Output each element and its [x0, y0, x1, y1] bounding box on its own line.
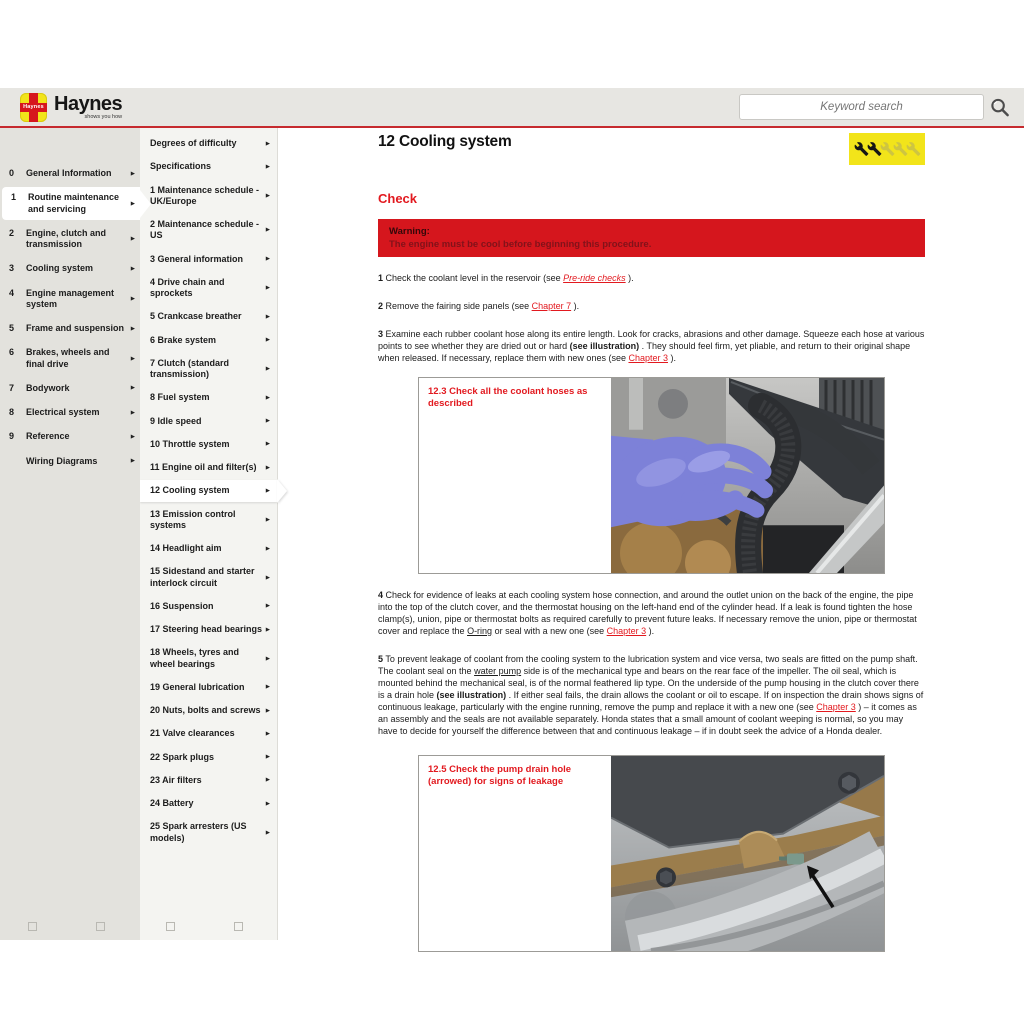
- badge-band: [20, 103, 47, 112]
- submenu-section-item[interactable]: [140, 723, 277, 744]
- sidebar-footer-icons: [0, 922, 140, 934]
- chapter-label: Engine, clutch and transmission: [26, 227, 107, 249]
- sidebar-chapter-item[interactable]: [0, 163, 140, 184]
- sidebar-chapter-item[interactable]: [0, 258, 140, 279]
- chevron-right-icon: ▶: [130, 170, 135, 177]
- submenu-section-item[interactable]: [140, 480, 277, 501]
- chapter-label: Frame and suspension: [26, 323, 125, 333]
- figure-12-3: [418, 377, 885, 574]
- section-label: 5 Crankcase breather: [150, 311, 242, 322]
- placeholder-icon: [28, 922, 37, 931]
- section-label: 1 Maintenance schedule - UK/Europe: [150, 184, 260, 206]
- chapter-label: Wiring Diagrams: [26, 455, 98, 466]
- chevron-right-icon: ▶: [265, 140, 270, 147]
- sidebar-chapter-item[interactable]: [0, 451, 140, 472]
- section-label: 25 Spark arresters (US models): [150, 821, 247, 843]
- chevron-right-icon: ▶: [265, 285, 270, 291]
- submenu-section-item[interactable]: [140, 214, 277, 247]
- section-label: 7 Clutch (standard transmission): [150, 357, 230, 379]
- chapter-sidebar: [0, 128, 140, 940]
- app-header: [0, 88, 1024, 126]
- chevron-right-icon: ▶: [265, 754, 270, 761]
- chapter-label: Reference: [26, 431, 70, 442]
- submenu-section-item[interactable]: [140, 272, 277, 305]
- submenu-section-item[interactable]: [140, 306, 277, 327]
- procedure-steps-4-5: [378, 590, 925, 738]
- chapter-label: Routine maintenance and servicing: [28, 192, 120, 214]
- sidebar-chapter-item[interactable]: [2, 187, 140, 220]
- chapter-label: Electrical system: [26, 407, 100, 417]
- submenu-section-item[interactable]: [140, 504, 277, 537]
- chevron-right-icon: ▶: [265, 800, 270, 807]
- chevron-right-icon: ▶: [265, 516, 270, 523]
- sidebar-chapter-item[interactable]: [0, 223, 140, 256]
- content-area: [378, 128, 925, 968]
- section-label: 4 Drive chain and sprockets: [150, 276, 225, 298]
- sidebar-chapter-item[interactable]: [0, 342, 140, 375]
- coolant-hose-check-photo: [611, 378, 884, 573]
- emphasis-text: 3: [378, 328, 384, 339]
- submenu-section-item[interactable]: [140, 353, 277, 386]
- chapter-number: 6: [9, 347, 15, 358]
- procedure-step: 3 Examine each rubber coolant hose along its entire length. Look for cracks, abrasions and other damage. Squeeze each hose at various points to see whether they are dried out or hard (see illustration) . They should feel firm, yet pliable, and return to their original shape when released. If necessary, replace them with new ones (see Chapter 3 ).: [378, 328, 925, 363]
- chevron-right-icon: ▶: [265, 487, 270, 494]
- difficulty-badge: [849, 133, 925, 165]
- chevron-right-icon: ▶: [265, 256, 270, 263]
- logo-wordmark: [54, 94, 122, 121]
- chevron-right-icon: ▶: [265, 545, 270, 552]
- sidebar-chapter-item[interactable]: [0, 378, 140, 399]
- submenu-section-item[interactable]: [140, 180, 277, 213]
- haynes-badge-icon: [20, 93, 47, 122]
- submenu-section-item[interactable]: [140, 457, 277, 478]
- chapter-number: 0: [9, 168, 15, 178]
- chevron-right-icon: ▶: [265, 684, 270, 691]
- section-label: 24 Battery: [150, 798, 194, 808]
- sidebar-chapter-item[interactable]: [0, 426, 140, 447]
- placeholder-icon: [166, 922, 175, 931]
- chapter-number: 8: [9, 407, 15, 417]
- chevron-right-icon: ▶: [265, 655, 270, 662]
- chevron-right-icon: ▶: [265, 730, 270, 737]
- figure-12-5-caption: 12.5 Check the pump drain hole (arrowed) for signs of leakage: [428, 763, 572, 787]
- section-label: 13 Emission control systems: [150, 508, 236, 530]
- chevron-right-icon: ▶: [265, 227, 270, 234]
- section-label: 23 Air filters: [150, 774, 202, 785]
- warning-text: The engine must be cool before beginning this procedure.: [389, 239, 652, 250]
- pump-drain-hole-photo: [611, 756, 884, 951]
- pre-ride-checks-link[interactable]: Pre-ride checks: [563, 273, 626, 283]
- chapter-link[interactable]: Chapter 7: [531, 300, 572, 311]
- chapter-number: 1: [11, 192, 17, 203]
- chevron-right-icon: ▶: [130, 200, 135, 207]
- chapter-link[interactable]: Chapter 3: [606, 625, 647, 636]
- sidebar-chapter-item[interactable]: [0, 318, 140, 339]
- emphasis-text: (see illustration): [436, 689, 507, 700]
- submenu-section-item[interactable]: [140, 133, 277, 154]
- logo-word: Haynes: [54, 92, 123, 115]
- submenu-section-item[interactable]: [140, 434, 277, 455]
- haynes-logo[interactable]: [20, 93, 122, 122]
- section-label: 8 Fuel system: [150, 392, 210, 403]
- check-section-heading: Check: [378, 191, 418, 206]
- submenu-section-item[interactable]: [140, 793, 277, 814]
- chevron-right-icon: ▶: [130, 325, 135, 332]
- chevron-right-icon: ▶: [130, 355, 135, 362]
- chevron-right-icon: ▶: [130, 458, 135, 465]
- chevron-right-icon: ▶: [265, 394, 270, 401]
- page-title: 12 Cooling system: [378, 133, 512, 150]
- search-icon: [990, 97, 1010, 118]
- section-label: 2 Maintenance schedule - US: [150, 219, 260, 241]
- procedure-step: 4 Check for evidence of leaks at each cooling system hose connection, and around the outlet union on the back of the engine, the pipe into the top of the clutch cover, and the thermostat housing on the left-hand end of the cylinder head. If a leak is found tighten the hose clamp(s), union, pipe or thermostat bolts as required carefully to prevent future leaks. If necessary remove the union, pipe or thermostat cover and replace the O-ring or seal with a new one (see Chapter 3 ).: [378, 589, 917, 636]
- chevron-right-icon: ▶: [130, 295, 135, 302]
- section-label: Degrees of difficulty: [150, 138, 237, 148]
- section-label: 12 Cooling system: [150, 485, 230, 496]
- submenu-section-item[interactable]: [140, 330, 277, 351]
- chevron-right-icon: ▶: [265, 313, 270, 320]
- emphasis-text: 2: [378, 300, 384, 311]
- chevron-right-icon: ▶: [130, 236, 135, 242]
- chevron-right-icon: ▶: [130, 409, 135, 416]
- chevron-right-icon: ▶: [265, 163, 270, 170]
- submenu-section-item[interactable]: [140, 249, 277, 270]
- section-label: 18 Wheels, tyres and wheel bearings: [150, 647, 240, 669]
- submenu-footer-icons: [140, 922, 277, 934]
- submenu-section-item[interactable]: [140, 538, 277, 559]
- search-input[interactable]: [739, 94, 984, 120]
- submenu-section-item[interactable]: [140, 561, 277, 594]
- placeholder-icon: [234, 922, 243, 931]
- emphasis-text: (see illustration): [569, 340, 640, 351]
- chapter-link[interactable]: Chapter 3: [816, 701, 856, 712]
- chapter-number: 7: [9, 382, 15, 393]
- sidebar-chapter-item[interactable]: [0, 283, 140, 316]
- chevron-right-icon: ▶: [265, 777, 270, 784]
- submenu-section-item[interactable]: [140, 387, 277, 408]
- figure-12-5: [418, 755, 885, 952]
- chapter-number: 4: [9, 287, 15, 298]
- wrench-icon: [906, 138, 921, 160]
- chapter-label: Cooling system: [26, 263, 94, 274]
- chapter-number: 9: [9, 431, 15, 442]
- placeholder-icon: [96, 922, 105, 931]
- emphasis-text: 1: [378, 273, 384, 283]
- chapter-label: Engine management system: [26, 287, 115, 309]
- submenu-section-item[interactable]: [140, 411, 277, 432]
- submenu-section-item[interactable]: [140, 596, 277, 617]
- sidebar-chapter-item[interactable]: [0, 402, 140, 423]
- emphasis-text: 4: [378, 589, 384, 600]
- chapter-label: Bodywork: [26, 382, 70, 393]
- chevron-right-icon: ▶: [265, 464, 270, 471]
- procedure-steps-1-3: [378, 273, 925, 365]
- logo-tagline: shows you how: [84, 113, 123, 120]
- section-label: 10 Throttle system: [150, 438, 230, 449]
- section-label: 15 Sidestand and starter interlock circuit: [150, 566, 255, 588]
- search-button[interactable]: [984, 93, 1016, 121]
- section-label: 3 General information: [150, 253, 244, 264]
- chapter-label: Brakes, wheels and final drive: [26, 347, 110, 369]
- section-label: 21 Valve clearances: [150, 728, 235, 739]
- warning-label: Warning:: [389, 226, 430, 237]
- section-label: Specifications: [150, 161, 212, 172]
- section-label: 16 Suspension: [150, 600, 214, 611]
- section-label: 9 Idle speed: [150, 415, 202, 426]
- procedure-step: 2 Remove the fairing side panels (see Chapter 7 ).: [378, 300, 580, 311]
- submenu-section-item[interactable]: [140, 619, 277, 640]
- chevron-right-icon: ▶: [265, 337, 270, 344]
- badge-text: Haynes: [23, 104, 44, 110]
- warning-box: [378, 219, 925, 257]
- figure-12-3-caption: 12.3 Check all the coolant hoses as described: [428, 385, 588, 410]
- underlined-term: water pump: [474, 665, 522, 676]
- chevron-right-icon: ▶: [265, 418, 270, 425]
- section-label: 22 Spark plugs: [150, 751, 215, 762]
- underlined-term: O-ring: [467, 625, 493, 636]
- section-label: 14 Headlight aim: [150, 543, 222, 553]
- chevron-right-icon: ▶: [130, 433, 135, 440]
- chevron-right-icon: ▶: [265, 626, 270, 633]
- chevron-right-icon: ▶: [130, 385, 135, 392]
- submenu-section-item[interactable]: [140, 816, 277, 849]
- chevron-right-icon: ▶: [265, 574, 270, 581]
- submenu-section-item[interactable]: [140, 156, 277, 177]
- chevron-right-icon: ▶: [265, 366, 270, 372]
- submenu-section-item[interactable]: [140, 747, 277, 768]
- section-label: 6 Brake system: [150, 334, 217, 345]
- chapter-number: 2: [9, 227, 15, 238]
- submenu-section-item[interactable]: [140, 700, 277, 721]
- submenu-section-item[interactable]: [140, 642, 277, 675]
- submenu-section-item[interactable]: [140, 770, 277, 791]
- section-label: 20 Nuts, bolts and screws: [150, 705, 261, 715]
- section-label: 17 Steering head bearings: [150, 624, 263, 634]
- search-bar: [739, 93, 1016, 121]
- procedure-step: 5 To prevent leakage of coolant from the cooling system to the lubrication system and vice versa, two seals are fitted on the pump shaft. The coolant seal on the water pump side is of the mechanical type and bears on the rear face of the impeller. The oil seal, which is mounted behind the mechanical seal, is of the normal feathered lip type. On the underside of the pump housing in the clutch cover there is a drain hole (see illustration) . If either seal fails, the drain allows the coolant or oil to escape. If on inspection the drain shows signs of continuous leakage, particularly with the engine running, remove the pump and replace it with a new one (see Chapter 3 ) – it comes as an assembly and the seals are not available separately. Honda states that a small amount of coolant weeping is normal, so you may have to decide for yourself the difference between that and continuous leakage – if in doubt seek the advice of a Honda dealer.: [378, 653, 924, 736]
- section-label: 19 General lubrication: [150, 681, 245, 692]
- chevron-right-icon: ▶: [265, 441, 270, 448]
- procedure-step: 1 Check the coolant level in the reservoir (see Pre-ride checks ).: [378, 273, 634, 283]
- chapter-number: 3: [9, 263, 15, 274]
- chevron-right-icon: ▶: [130, 265, 135, 272]
- emphasis-text: 5: [378, 653, 384, 664]
- chapter-label: General Information: [26, 168, 112, 178]
- section-label: 11 Engine oil and filter(s): [150, 462, 257, 472]
- chevron-right-icon: ▶: [265, 707, 270, 714]
- chapter-link[interactable]: Chapter 3: [628, 352, 668, 363]
- submenu-section-item[interactable]: [140, 677, 277, 698]
- chapter-number: 5: [9, 323, 15, 333]
- section-submenu: [140, 128, 278, 940]
- chevron-right-icon: ▶: [265, 829, 270, 836]
- chevron-right-icon: ▶: [265, 603, 270, 610]
- chevron-right-icon: ▶: [265, 192, 270, 199]
